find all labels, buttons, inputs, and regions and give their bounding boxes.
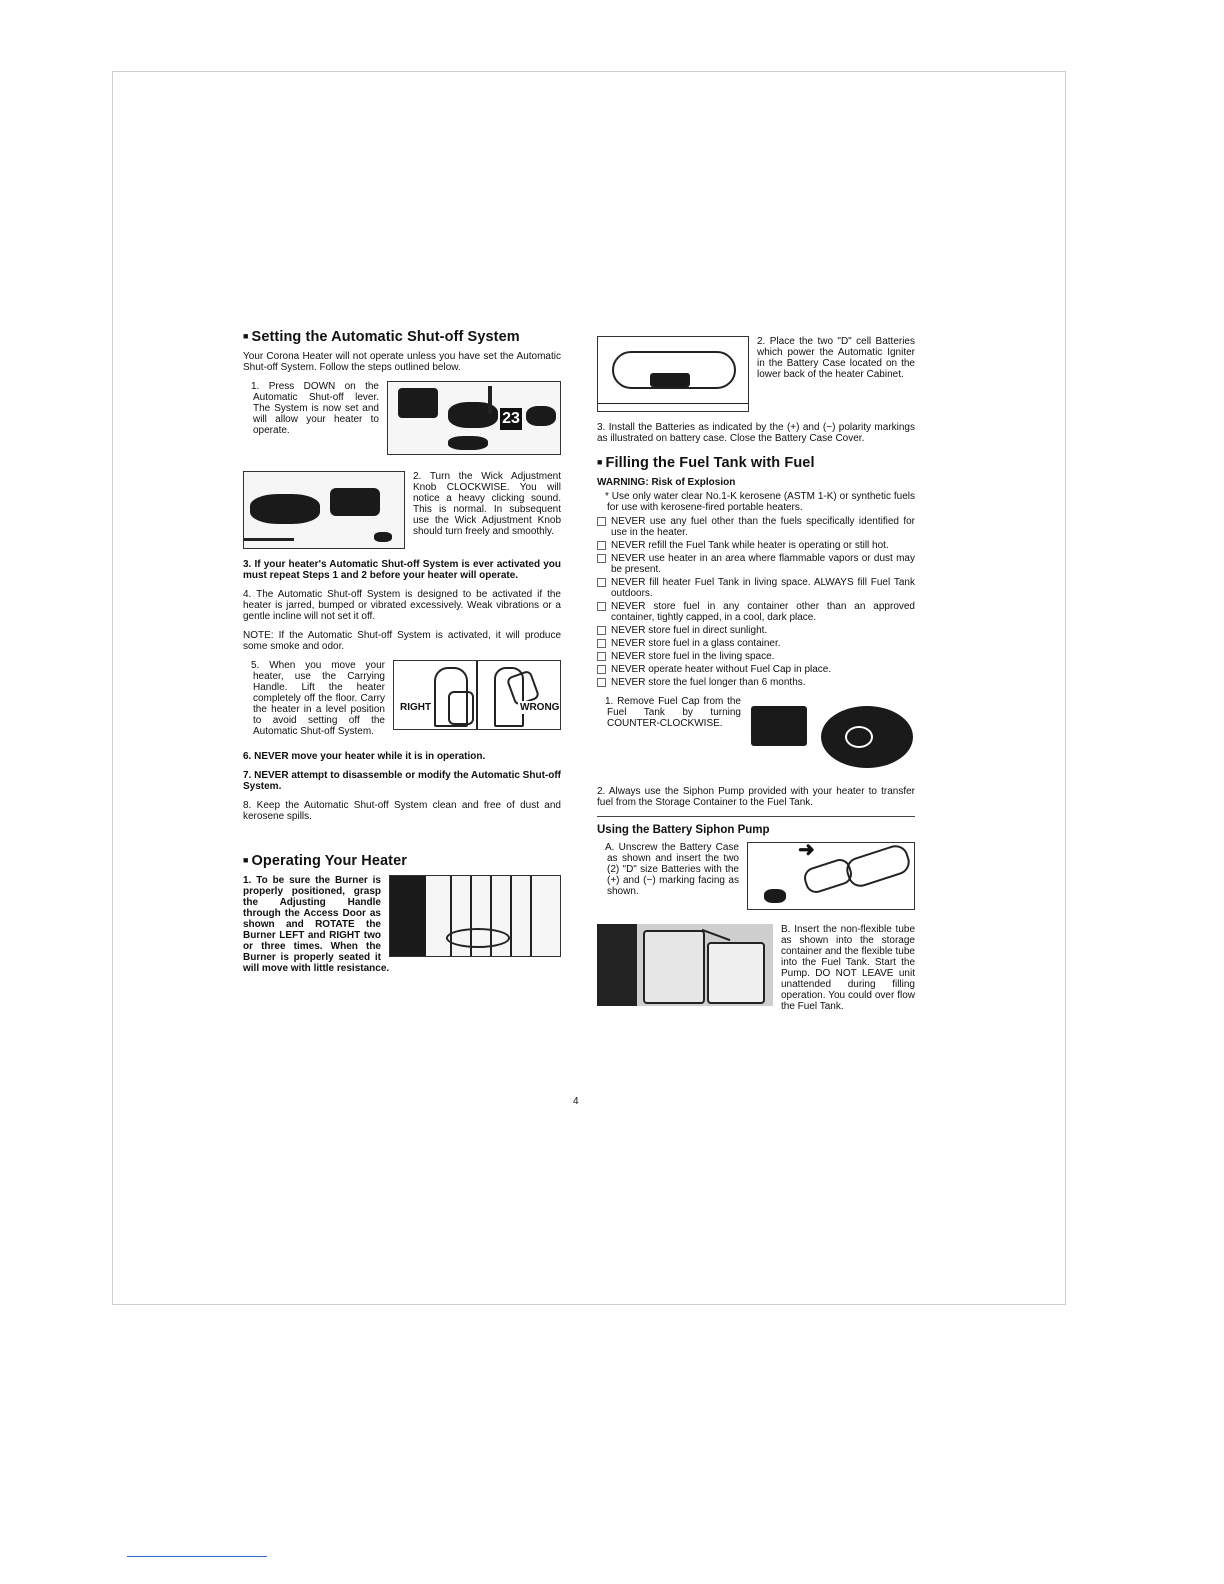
- section-title-shutoff: ■ Setting the Automatic Shut-off System: [243, 329, 520, 345]
- fuel-step-1: 1. Remove Fuel Cap from the Fuel Tank by turning COUNTER-CLOCKWISE.: [605, 696, 741, 729]
- warning-list: [597, 516, 915, 688]
- pump-step-a: A. Unscrew the Battery Case as shown and insert the two (2) "D" size Batteries with the (+) and (−) marking facing as shown.: [605, 842, 739, 897]
- figure-siphon-container: [597, 924, 773, 1006]
- warning-item: NEVER use heater in an area where flammable vapors or dust may be present.: [597, 553, 915, 575]
- checkbox-icon: [597, 554, 606, 563]
- checkbox-icon: [597, 578, 606, 587]
- section-title-siphon: Using the Battery Siphon Pump: [597, 824, 770, 836]
- warning-item: NEVER use any fuel other than the fuels specifically identified for use in the heater.: [597, 516, 915, 538]
- warning-item: NEVER store fuel in the living space.: [597, 651, 915, 662]
- checkbox-icon: [597, 652, 606, 661]
- wrong-label: WRONG: [520, 702, 560, 713]
- figure-fuel-cap: [749, 696, 915, 772]
- figure-wick-knob: [243, 471, 405, 549]
- section-title-operating: ■ Operating Your Heater: [243, 853, 408, 869]
- square-bullet-icon: ■: [243, 855, 249, 865]
- step-8: 8. Keep the Automatic Shut-off System clean and free of dust and kerosene spills.: [243, 800, 561, 822]
- checkbox-icon: [597, 602, 606, 611]
- warning-item: NEVER refill the Fuel Tank while heater is operating or still hot.: [597, 540, 915, 551]
- step-2: 2. Turn the Wick Adjustment Knob CLOCKWISE. You will notice a heavy clicking sound. This is normal. In subsequent use the Wick Adjustment Knob should turn freely and smoothly.: [413, 471, 561, 537]
- checkbox-icon: [597, 639, 606, 648]
- square-bullet-icon: ■: [243, 331, 249, 341]
- kerosene-note: * Use only water clear No.1-K kerosene (ASTM 1-K) or synthetic fuels for use with kerosene-fired portable heaters.: [605, 491, 915, 513]
- checkbox-icon: [597, 678, 606, 687]
- figure-burner-rotate: [389, 875, 561, 957]
- right-column: [597, 336, 915, 1020]
- bottom-rule: [127, 1556, 267, 1557]
- warning-item: NEVER store fuel in any container other than an approved container, tightly capped, in a cool, dark place.: [597, 601, 915, 623]
- step-6: 6. NEVER move your heater while it is in operation.: [243, 751, 486, 762]
- note: NOTE: If the Automatic Shut-off System is activated, it will produce some smoke and odor.: [243, 630, 561, 652]
- step-7: 7. NEVER attempt to disassemble or modify the Automatic Shut-off System.: [243, 770, 561, 792]
- warning-item: NEVER store the fuel longer than 6 months.: [597, 677, 915, 688]
- figure-carry-heater: [393, 660, 561, 730]
- warning-item: NEVER operate heater without Fuel Cap in place.: [597, 664, 915, 675]
- step-4: 4. The Automatic Shut-off System is designed to be activated if the heater is jarred, bumped or vibrated excessively. Weak vibrations or a gentle incline will not set it off.: [243, 589, 561, 622]
- right-label: RIGHT: [400, 702, 432, 713]
- battery-step-3: 3. Install the Batteries as indicated by the (+) and (−) polarity markings as illustrated on battery case. Close the Battery Case Cover.: [597, 422, 915, 444]
- warning-item: NEVER fill heater Fuel Tank in living space. ALWAYS fill Fuel Tank outdoors.: [597, 577, 915, 599]
- intro-text: Your Corona Heater will not operate unless you have set the Automatic Shut-off System. Follow the steps outlined below.: [243, 351, 561, 373]
- checkbox-icon: [597, 541, 606, 550]
- pump-step-b: B. Insert the non-flexible tube as shown into the storage container and the flexible tube into the Fuel Tank. Start the Pump. DO NOT LEAVE unit unattended during filling operation. You could over flow the Fuel Tank.: [781, 924, 915, 1012]
- section-divider: [597, 816, 915, 817]
- checkbox-icon: [597, 626, 606, 635]
- square-bullet-icon: ■: [597, 457, 603, 467]
- step-1: 1. Press DOWN on the Automatic Shut-off lever. The System is now set and will allow your heater to operate.: [251, 381, 379, 436]
- operating-step-1: 1. To be sure the Burner is properly positioned, grasp the Adjusting Handle through the Access Door as shown and ROTATE the Burner LEFT and RIGHT two or three times. When the Burner is properly seated it will move with little resistance.: [243, 875, 390, 974]
- warning-item: NEVER store fuel in direct sunlight.: [597, 625, 915, 636]
- step-5: 5. When you move your heater, use the Carrying Handle. Lift the heater completely off the floor. Carry the heater in a level position to avoid setting off the Automatic Shut-off System.: [251, 660, 385, 737]
- checkbox-icon: [597, 517, 606, 526]
- figure-battery-case: [597, 336, 749, 412]
- number-plate: 23: [500, 408, 522, 430]
- warning-item: NEVER store fuel in a glass container.: [597, 638, 915, 649]
- figure-shutoff-lever: [387, 381, 561, 455]
- left-column: [243, 328, 561, 982]
- warning-heading: WARNING: Risk of Explosion: [597, 477, 736, 488]
- arrow-right-icon: ➜: [798, 842, 815, 861]
- step-3: 3. If your heater's Automatic Shut-off System is ever activated you must repeat Steps 1 and 2 before your heater will operate.: [243, 559, 561, 581]
- section-title-filling: ■ Filling the Fuel Tank with Fuel: [597, 455, 815, 471]
- figure-siphon-batteries: [747, 842, 915, 910]
- checkbox-icon: [597, 665, 606, 674]
- battery-step-2: 2. Place the two "D" cell Batteries which power the Automatic Igniter in the Battery Case located on the lower back of the heater Cabinet.: [757, 336, 915, 380]
- page-number: 4: [573, 1096, 579, 1107]
- fuel-step-2: 2. Always use the Siphon Pump provided with your heater to transfer fuel from the Storage Container to the Fuel Tank.: [597, 786, 915, 808]
